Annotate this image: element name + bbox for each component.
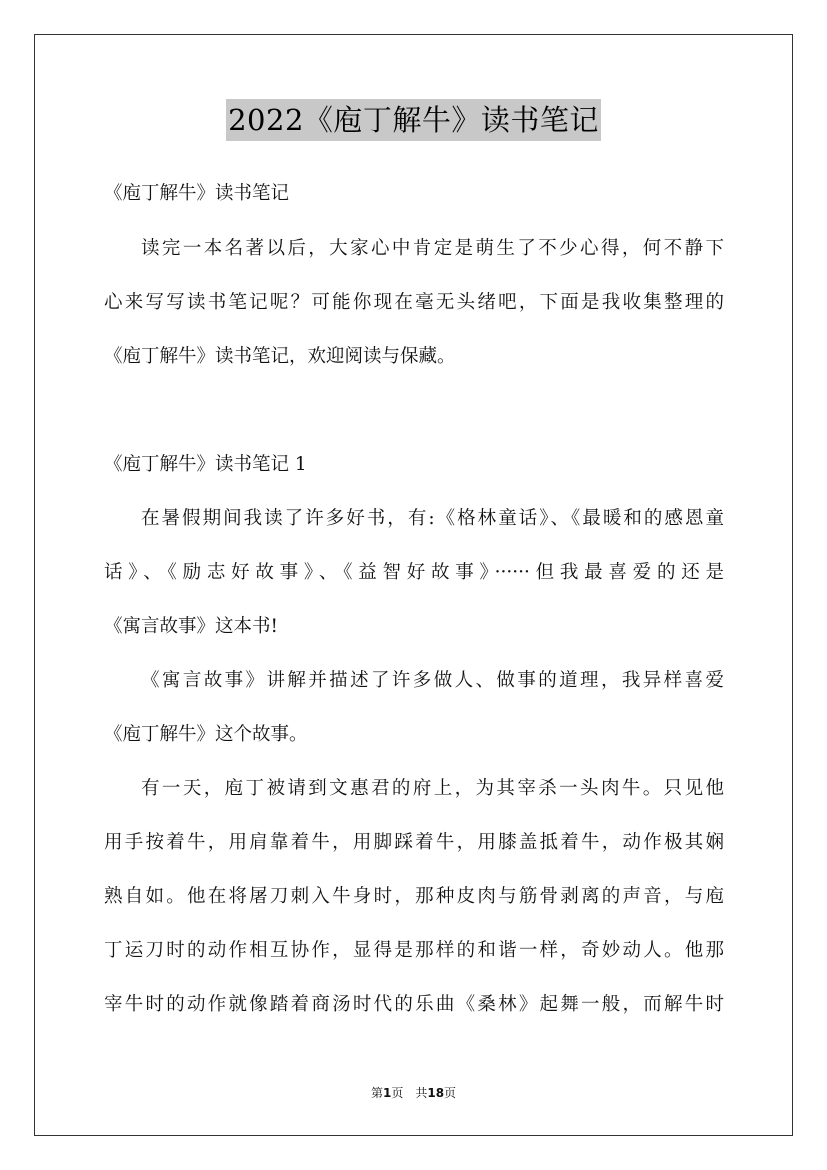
intro-line-1: 读完一本名著以后，大家心中肯定是萌生了不少心得，何不静下 (141, 238, 724, 259)
para3-line-2: 用手按着牛，用肩靠着牛，用脚踩着牛，用膝盖抵着牛，动作极其娴 (104, 832, 724, 853)
page-footer (0, 1085, 827, 1101)
para1-line-2: 话》、《励志好故事》、《益智好故事》······但我最喜爱的还是 (104, 562, 724, 583)
current-page-number: 1 (382, 1086, 392, 1100)
section-heading: 《庖丁解牛》读书笔记 1 (104, 454, 307, 475)
para2-line-1: 《寓言故事》讲解并描述了许多做人、做事的道理，我异样喜爱 (141, 670, 724, 691)
para1-line-1: 在暑假期间我读了许多好书，有:《格林童话》、《最暖和的感恩童 (141, 508, 724, 529)
title-container (0, 99, 827, 141)
intro-line-3: 《庖丁解牛》读书笔记，欢迎阅读与保藏。 (104, 346, 456, 367)
total-label-suffix: 页 (444, 1086, 457, 1100)
para1-line-3: 《寓言故事》这本书! (104, 616, 278, 637)
document-title: 2022《庖丁解牛》读书笔记 (226, 99, 601, 141)
para3-line-4: 丁运刀时的动作相互协作，显得是那样的和谐一样，奇妙动人。他那 (104, 940, 724, 961)
para3-line-3: 熟自如。他在将屠刀刺入牛身时，那种皮肉与筋骨剥离的声音，与庖 (104, 886, 724, 907)
subtitle: 《庖丁解牛》读书笔记 (104, 183, 290, 204)
intro-line-2: 心来写写读书笔记呢？可能你现在毫无头绪吧，下面是我收集整理的 (104, 292, 724, 313)
para2-line-2: 《庖丁解牛》这个故事。 (104, 724, 308, 745)
total-label-prefix: 共 (415, 1086, 428, 1100)
page-label-suffix: 页 (391, 1086, 404, 1100)
para3-line-5: 宰牛时的动作就像踏着商汤时代的乐曲《桑林》起舞一般，而解牛时 (104, 994, 724, 1015)
para3-line-1: 有一天，庖丁被请到文惠君的府上，为其宰杀一头肉牛。只见他 (141, 778, 724, 799)
page-label-prefix: 第 (370, 1086, 383, 1100)
total-pages-number: 18 (427, 1086, 445, 1100)
